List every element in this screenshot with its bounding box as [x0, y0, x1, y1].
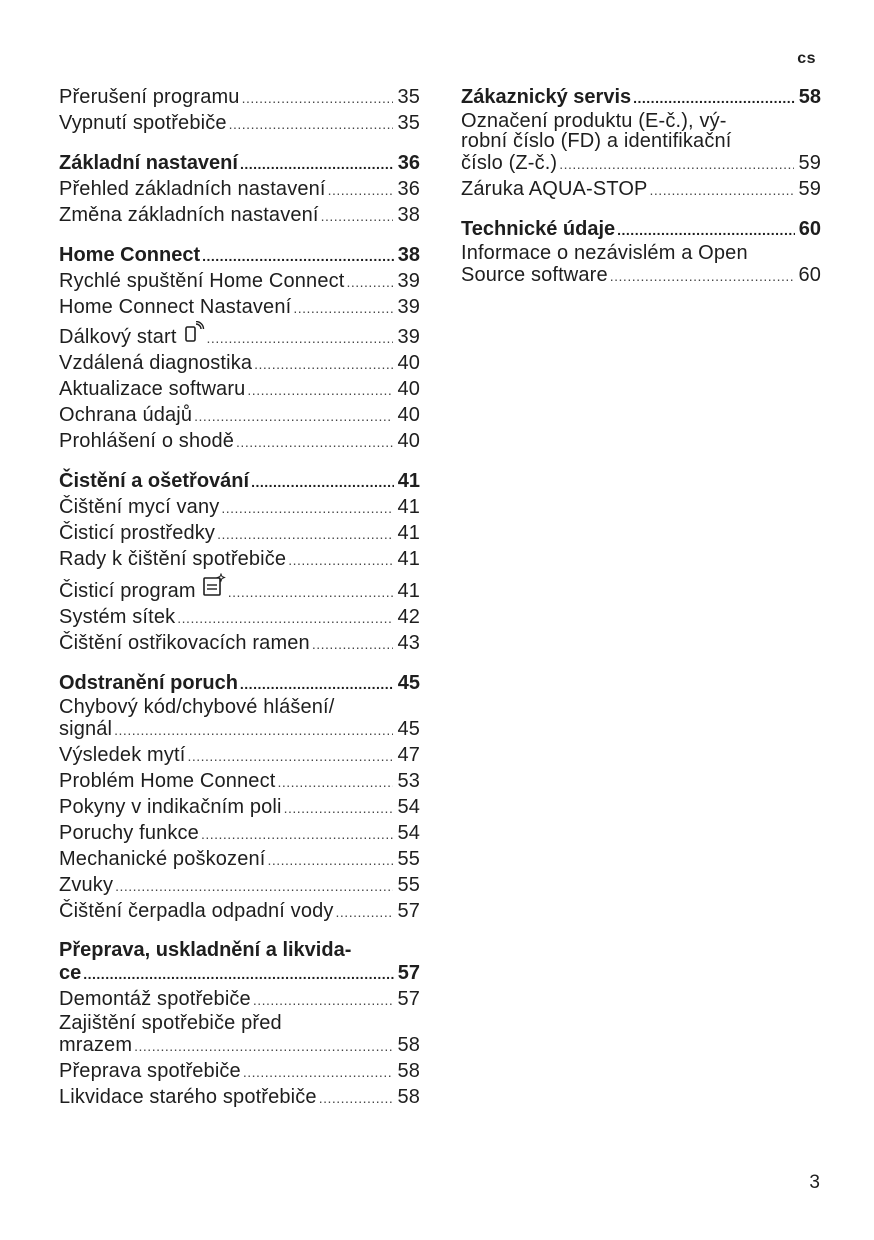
- toc-entry[interactable]: [59, 717, 420, 743]
- toc-entry-title: Vypnutí spotřebiče: [59, 112, 227, 134]
- toc-page-number: 35: [397, 86, 420, 108]
- dot-leader: [284, 795, 394, 821]
- toc-entry[interactable]: [59, 605, 420, 631]
- dot-leader: [288, 547, 393, 573]
- toc-section: [59, 151, 420, 229]
- toc-page-number: 60: [798, 218, 821, 240]
- dot-leader: [177, 605, 393, 631]
- dot-leader: [217, 521, 393, 547]
- toc-section: [461, 85, 821, 203]
- toc-left-column: [59, 85, 420, 1125]
- toc-page-number: 36: [397, 152, 420, 174]
- toc-entry[interactable]: [59, 403, 420, 429]
- toc-entry-title: Přeprava spotřebiče: [59, 1060, 241, 1082]
- toc-section: [461, 217, 821, 289]
- toc-entry[interactable]: [59, 521, 420, 547]
- toc-entry-title: Prohlášení o shodě: [59, 430, 235, 452]
- toc-entry[interactable]: [59, 573, 420, 605]
- toc-page-number: 54: [397, 822, 420, 844]
- toc-page-number: 58: [397, 1086, 420, 1108]
- toc-page-number: 36: [397, 178, 420, 200]
- toc-entry-title: Čištění mycí vany: [59, 496, 220, 518]
- dot-leader: [336, 899, 394, 925]
- dot-leader: [251, 469, 394, 495]
- dot-leader: [319, 1085, 394, 1111]
- dot-leader: [610, 263, 795, 289]
- toc-page-number: 40: [397, 378, 420, 400]
- toc-entry-text-line: Chybový kód/chybové hlášení/: [59, 696, 335, 718]
- toc-page-number: 40: [397, 430, 420, 452]
- toc-page-number: 58: [798, 86, 821, 108]
- toc-page-number: 57: [397, 988, 420, 1010]
- dot-leader: [194, 403, 393, 429]
- toc-page-number: 41: [397, 548, 420, 570]
- dot-leader: [617, 217, 795, 243]
- dot-leader: [559, 151, 794, 177]
- toc-entry-title: Aktualizace softwaru: [59, 378, 246, 400]
- toc-entry-text-line: Označení produktu (E-č.), vý-: [461, 110, 727, 132]
- dot-leader: [253, 987, 394, 1013]
- toc-entry-title: Dálkový start: [59, 326, 177, 348]
- toc-entry-title: Čisticí prostředky: [59, 522, 216, 544]
- toc-page-number: 45: [397, 718, 420, 740]
- toc-heading-entry[interactable]: [461, 85, 821, 111]
- toc-entry[interactable]: [59, 85, 420, 111]
- toc-page-number: 41: [397, 522, 420, 544]
- dot-leader: [201, 821, 394, 847]
- toc-entry-title: Změna základních nastavení: [59, 204, 319, 226]
- toc-page-number: 54: [397, 796, 420, 818]
- dot-leader: [277, 769, 393, 795]
- toc-entry-title: Čištění čerpadla odpadní vody: [59, 900, 334, 922]
- toc-entry-title: Technické údaje: [461, 218, 616, 240]
- dot-leader: [207, 325, 394, 351]
- toc-entry-text-line: robní číslo (FD) a identifikační: [461, 130, 732, 152]
- toc-page-number: 41: [397, 580, 420, 602]
- dot-leader: [650, 177, 795, 203]
- toc-entry-title: Vzdálená diagnostika: [59, 352, 253, 374]
- toc-entry[interactable]: [59, 269, 420, 295]
- toc-entry[interactable]: [59, 1085, 420, 1111]
- toc-entry[interactable]: [59, 873, 420, 899]
- dot-leader: [321, 203, 394, 229]
- toc-entry[interactable]: [59, 495, 420, 521]
- dot-leader: [114, 717, 393, 743]
- page-number: 3: [809, 1172, 820, 1193]
- dot-leader: [229, 111, 394, 137]
- toc-page-number: 58: [397, 1034, 420, 1056]
- toc-entry-title: Problém Home Connect: [59, 770, 276, 792]
- dot-leader: [187, 743, 393, 769]
- toc-entry[interactable]: [59, 547, 420, 573]
- toc-entry-text-line: Informace o nezávislém a Open: [461, 242, 748, 264]
- toc-heading-entry[interactable]: [59, 961, 420, 987]
- toc-page-number: 53: [397, 770, 420, 792]
- toc-entry-title: Systém sítek: [59, 606, 176, 628]
- toc-entry-title: Rychlé spuštění Home Connect: [59, 270, 345, 292]
- toc-heading-entry[interactable]: [59, 469, 420, 495]
- toc-page-number: 55: [397, 874, 420, 896]
- dot-leader: [242, 85, 394, 111]
- toc-page-number: 60: [798, 264, 821, 286]
- toc-entry[interactable]: [461, 177, 821, 203]
- toc-entry-title: Home Connect Nastavení: [59, 296, 292, 318]
- toc-entry-title: Zvuky: [59, 874, 114, 896]
- dot-leader: [346, 269, 393, 295]
- toc-page-number: 40: [397, 352, 420, 374]
- toc-section: [59, 939, 420, 1111]
- dot-leader: [221, 495, 393, 521]
- toc-entry[interactable]: [59, 321, 420, 351]
- dot-leader: [240, 151, 394, 177]
- toc-entry-title: Likvidace starého spotřebiče: [59, 1086, 317, 1108]
- toc-heading-entry[interactable]: [59, 671, 420, 697]
- toc-page-number: 42: [397, 606, 420, 628]
- toc-entry-title: Home Connect: [59, 244, 201, 266]
- toc-page-number: 39: [397, 296, 420, 318]
- toc-entry-title: Čisticí program: [59, 580, 196, 602]
- toc-entry-title: Mechanické poškození: [59, 848, 266, 870]
- toc-entry[interactable]: [59, 795, 420, 821]
- toc-entry-title: Poruchy funkce: [59, 822, 199, 844]
- toc-page-number: 43: [397, 632, 420, 654]
- toc-entry-title: Rady k čištění spotřebiče: [59, 548, 287, 570]
- toc-page-number: 59: [798, 152, 821, 174]
- toc-entry-text-line: Přeprava, uskladnění a likvida-: [59, 939, 352, 961]
- toc-entry[interactable]: [59, 847, 420, 873]
- toc-entry-title: číslo (Z-č.): [461, 152, 558, 174]
- toc-section: [59, 85, 420, 137]
- dot-leader: [254, 351, 393, 377]
- toc-entry-title: signál: [59, 718, 113, 740]
- toc-entry[interactable]: [59, 1033, 420, 1059]
- toc-entry[interactable]: [461, 151, 821, 177]
- cleaning-program-icon: [202, 573, 226, 604]
- dot-leader: [83, 961, 394, 987]
- toc-entry[interactable]: [59, 821, 420, 847]
- toc-entry-title: Základní nastavení: [59, 152, 238, 174]
- dot-leader: [228, 579, 394, 605]
- toc-heading-entry[interactable]: [461, 217, 821, 243]
- toc-entry-title: Záruka AQUA-STOP: [461, 178, 648, 200]
- dot-leader: [115, 873, 393, 899]
- toc-entry-title: Přerušení programu: [59, 86, 240, 108]
- remote-start-icon: [183, 321, 205, 350]
- toc-entry-title: ce: [59, 962, 82, 984]
- toc-page-number: 59: [798, 178, 821, 200]
- toc-section: [59, 243, 420, 455]
- toc-entry-title: mrazem: [59, 1034, 133, 1056]
- toc-page-number: 57: [397, 962, 420, 984]
- toc-section: [59, 469, 420, 657]
- toc-entry-text-line: Zajištění spotřebiče před: [59, 1012, 282, 1034]
- toc-heading-entry[interactable]: [59, 243, 420, 269]
- toc-right-column: [461, 85, 821, 303]
- toc-entry-title: Čistění a ošetřování: [59, 470, 250, 492]
- dot-leader: [134, 1033, 393, 1059]
- toc-entry-title: Demontáž spotřebiče: [59, 988, 251, 1010]
- toc-entry[interactable]: [59, 295, 420, 321]
- dot-leader: [633, 85, 795, 111]
- toc-entry-title: Zákaznický servis: [461, 86, 632, 108]
- toc-page-number: 38: [397, 204, 420, 226]
- toc-entry[interactable]: [59, 769, 420, 795]
- toc-page-number: 40: [397, 404, 420, 426]
- toc-entry-title: Přehled základních nastavení: [59, 178, 326, 200]
- dot-leader: [243, 1059, 394, 1085]
- toc-page-number: 38: [397, 244, 420, 266]
- dot-leader: [240, 671, 394, 697]
- toc-entry[interactable]: [59, 377, 420, 403]
- dot-leader: [267, 847, 393, 873]
- toc-entry-title: Odstranění poruch: [59, 672, 238, 694]
- toc-entry-title: Pokyny v indikačním poli: [59, 796, 282, 818]
- toc-entry[interactable]: [59, 111, 420, 137]
- toc-entry[interactable]: [461, 263, 821, 289]
- toc-entry[interactable]: [59, 743, 420, 769]
- toc-entry[interactable]: [59, 1059, 420, 1085]
- toc-section: [59, 671, 420, 925]
- toc-page-number: 45: [397, 672, 420, 694]
- toc-heading-entry[interactable]: [59, 151, 420, 177]
- dot-leader: [236, 429, 393, 455]
- toc-page-number: 39: [397, 326, 420, 348]
- toc-entry[interactable]: [59, 203, 420, 229]
- toc-page-number: 58: [397, 1060, 420, 1082]
- toc-entry-title: Ochrana údajů: [59, 404, 193, 426]
- toc-entry[interactable]: [59, 899, 420, 925]
- toc-entry[interactable]: [59, 987, 420, 1013]
- dot-leader: [247, 377, 393, 403]
- toc-page-number: 39: [397, 270, 420, 292]
- toc-entry[interactable]: [59, 351, 420, 377]
- toc-entry-title: Čištění ostřikovacích ramen: [59, 632, 310, 654]
- toc-page-number: 41: [397, 470, 420, 492]
- toc-page-number: 57: [397, 900, 420, 922]
- dot-leader: [328, 177, 394, 203]
- toc-entry-title: Výsledek mytí: [59, 744, 186, 766]
- dot-leader: [293, 295, 393, 321]
- toc-page-number: 55: [397, 848, 420, 870]
- toc-entry[interactable]: [59, 631, 420, 657]
- dot-leader: [312, 631, 394, 657]
- language-code: cs: [797, 50, 816, 67]
- toc-page-number: 41: [397, 496, 420, 518]
- dot-leader: [202, 243, 394, 269]
- toc-entry[interactable]: [59, 429, 420, 455]
- toc-entry[interactable]: [59, 177, 420, 203]
- toc-entry-title: Source software: [461, 264, 608, 286]
- toc-page-number: 47: [397, 744, 420, 766]
- toc-page-number: 35: [397, 112, 420, 134]
